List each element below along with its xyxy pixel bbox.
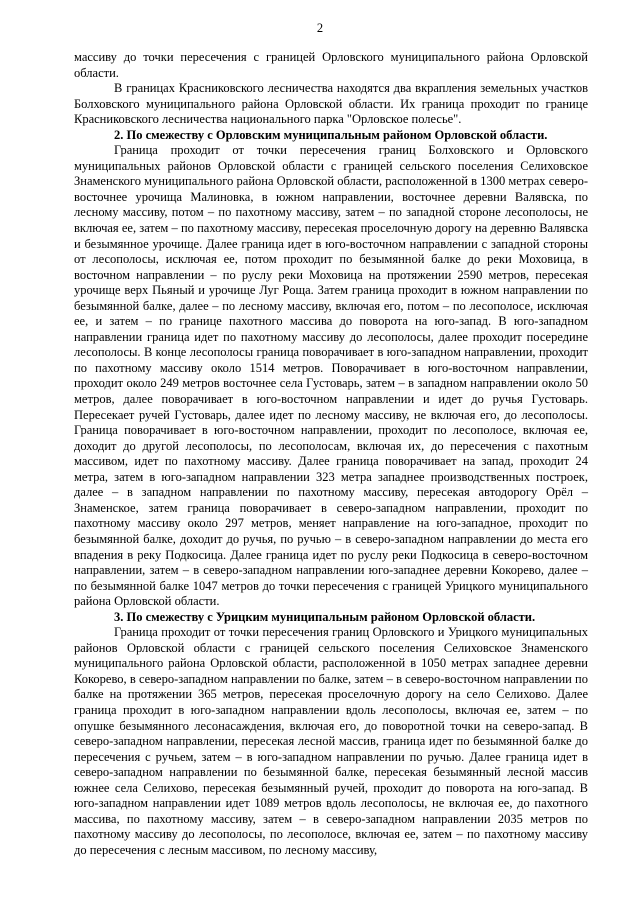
section-heading-uritsky: 3. По смежеству с Урицким муниципальным районом Орловской области. bbox=[114, 609, 536, 624]
paragraph-orlovsky-boundary: Граница проходит от точки пересечения границ Болховского и Орловского муниципальных районов Орловской области с границей сельского поселения Селиховское Знаменского муниципального района Орловской области, расположенной в 1300 метрах северо-восточнее урочища Малиновка, в южном направлении, восточнее деревни Валявска, по лесному массиву, потом – по пахотному массиву, затем – по западной стороне лесополосы, не включая ее, затем – по пахотному массиву, пересекая проселочную дорогу на деревню Валявска и безымянное урочище. Далее граница идет в юго-восточном направлении с западной стороны от лесополосы, исключая ее, потом проходит по безымянной балке до реки Моховица, в восточном направлении – по руслу реки Моховица на протяжении 2590 метров, пересекая урочище верх Пьяный и урочище Луг Роща. Затем граница проходит в южном направлении по безымянной балке, далее – по лесному массиву, включая его, потом – по лесополосе, исключая ее, и затем – по границе пахотного массива до поворота на юго-запад. В юго-западном направлении граница идет по пахотному массиву до лесополосы, далее проходит посередине лесополосы. В конце лесополосы граница поворачивает в юго-западном направлении, проходит по пахотному массиву около 1514 метров. Поворачивает в юго-восточном направлении, проходит около 249 метров восточнее села Густоварь, затем – в западном направлении около 50 метров, далее поворачивает в юго-восточном направлении и идет до ручья Густоварь. Пересекает ручей Густоварь, далее идет по лесному массиву, не включая его, до лесополосы. Граница поворачивает в юго-восточном направлении, проходит по лесополосе, включая ее, доходит до другой лесополосы, по лесополосам, включая их, до пересечения с пахотным массивом, идет по пахотному массиву. Далее граница поворачивает на запад, проходит 24 метра, затем в юго-западном направлении 323 метра западнее производственных построек, далее – в западном направлении по пахотному массиву, пересекая автодорогу Орёл – Знаменское, затем граница поворачивает в северо-западном направлении, проходит по пахотному массиву около 297 метров, меняет направление на юго-западное, проходит по безымянной балке, доходит до ручья, по ручью – в северо-западном направлении до места его впадения в реку Подкосица. Далее граница идет по руслу реки Подкосица в северо-восточном направлении, затем – в северо-западном направлении юго-западнее деревни Кокорево, далее – по безымянной балке 1047 метров до точки пересечения с границей Урицкого муниципального района Орловской области. bbox=[74, 143, 588, 609]
page-number: 2 bbox=[316, 21, 324, 35]
paragraph-continuation: массиву до точки пересечения с границей Орловского муниципального района Орловской области. bbox=[74, 50, 588, 80]
section-heading-orlovsky: 2. По смежеству с Орловским муниципальным районом Орловской области. bbox=[114, 127, 548, 142]
document-body bbox=[74, 50, 588, 858]
paragraph-uritsky-boundary: Граница проходит от точки пересечения границ Орловского и Урицкого муниципальных районов Орловской области с границей сельского поселения Селиховское Знаменского муниципального района Орловской области, расположенной в 1050 метрах западнее деревни Кокорево, в северо-западном направлении по балке, затем – в северо-восточном направлении по балке на протяжении 365 метров, пересекая проселочную дорогу на село Селихово. Далее граница проходит в юго-западном направлении вдоль лесополосы, включая ее, затем – по опушке безымянного лесонасаждения, включая его, до поворотной точки на северо-запад. В северо-западном направлении, пересекая лесной массив, граница идет по безымянной балке до пересечения с ручьем, затем – в юго-западном направлении по ручью. Далее граница идет в северо-западном направлении по безымянной балке, пересекая безымянный лесной массив южнее села Селихово, пересекая безымянный ручей, проходит до поворота на юго-запад. В юго-западном направлении идет 1089 метров вдоль лесополосы, не включая ее, до пахотного массива, по пахотному массиву, затем – в северо-западном направлении 2035 метров по пахотному массиву до лесополосы, по лесополосе, включая ее, затем – по пахотному массиву до пересечения с лесным массивом, по лесному массиву, bbox=[74, 625, 588, 857]
paragraph-enclaves: В границах Красниковского лесничества находятся два вкрапления земельных участков Болховского муниципального района Орловской области. Их граница проходит по границе Красниковского лесничества национального парка "Орловское полесье". bbox=[74, 81, 588, 127]
